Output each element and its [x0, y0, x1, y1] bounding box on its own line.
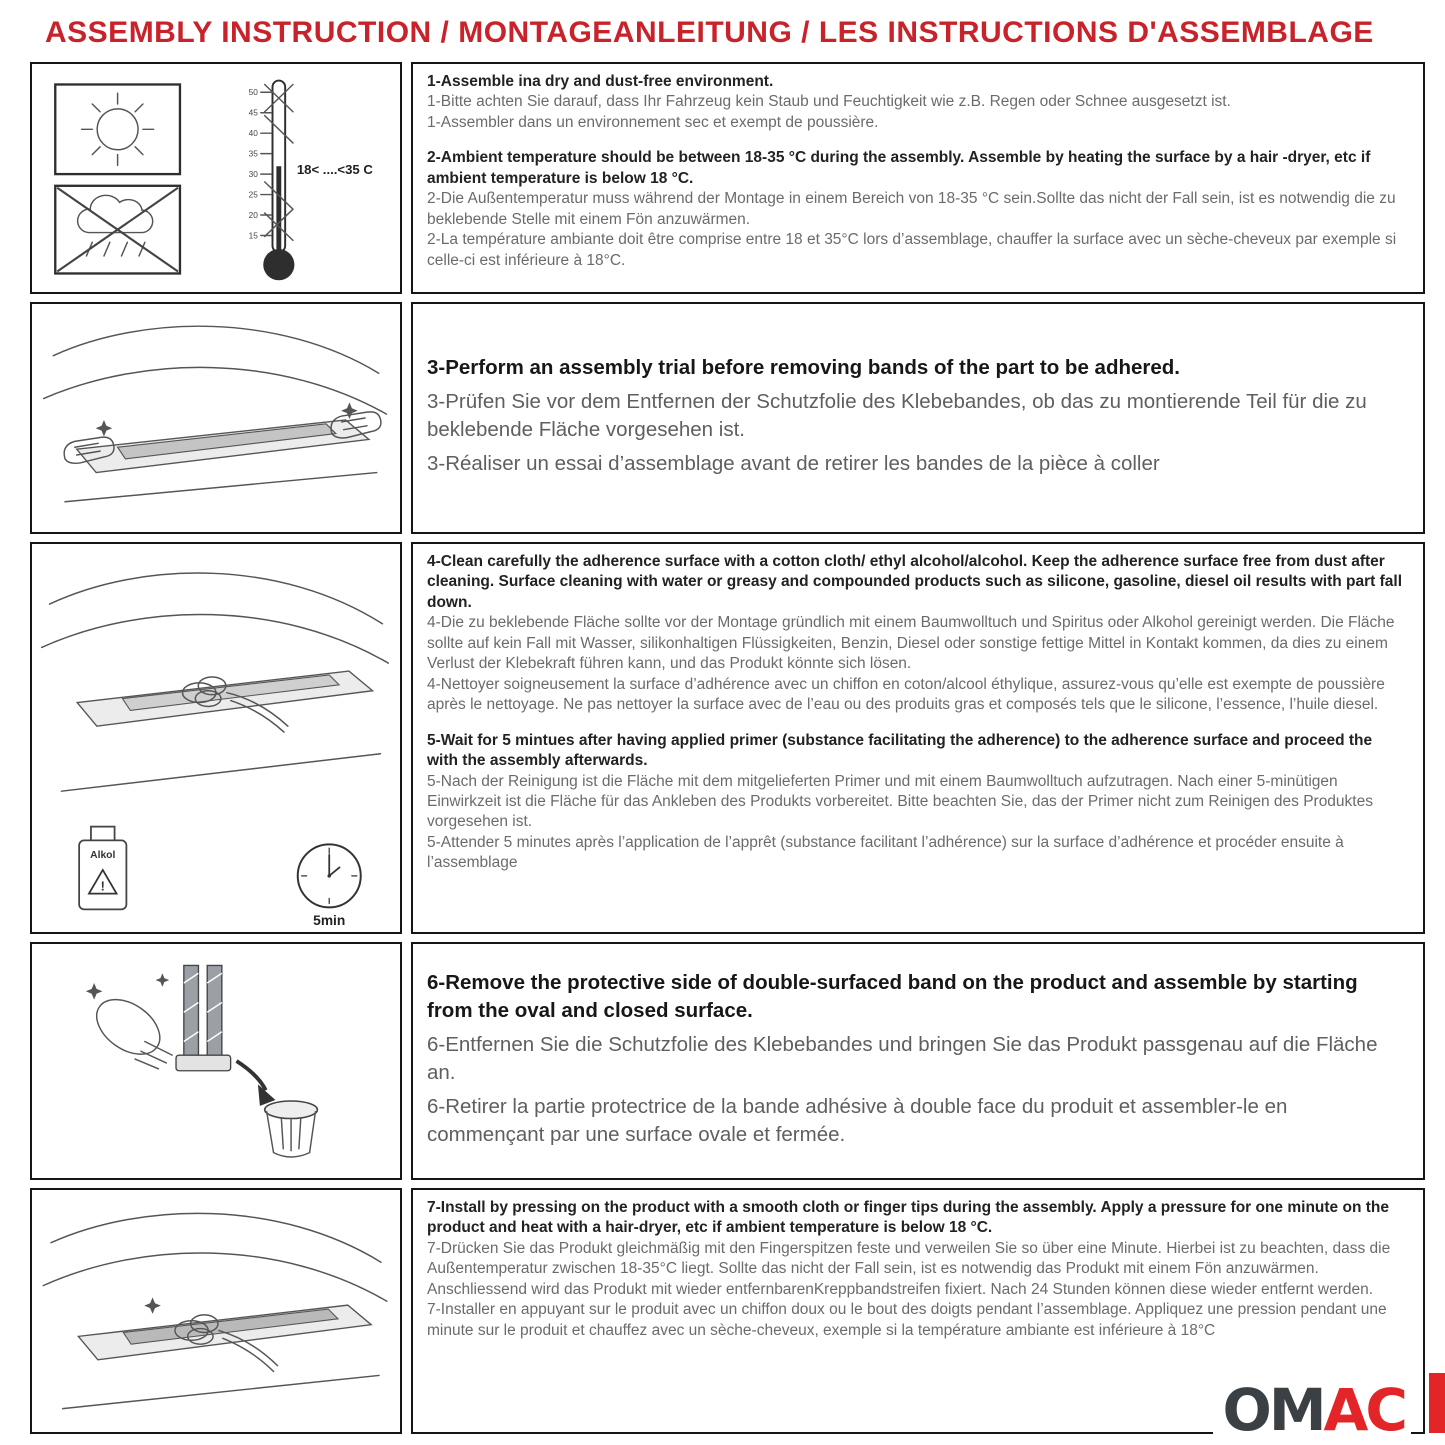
section-1-row — [30, 62, 1425, 294]
section-3-text-box — [411, 542, 1425, 934]
thermo-scale-35: 35 — [248, 149, 258, 159]
film-removal-illustration — [33, 944, 399, 1178]
alcohol-bottle-icon — [79, 827, 126, 910]
section-2-row — [30, 302, 1425, 534]
section-2-illustration-box — [30, 302, 402, 534]
surface-cleaning-illustration — [33, 545, 399, 931]
step-5-de: 5-Nach der Reinigung ist die Fläche mit dem mitgelieferten Primer und mit einem Baumwolltuch aufzutragen. Nach einer 5-minütigen Einwirkzeit ist die Fläche für das Ankleben des Produkts vorbereitet. Bitte beachten Sie, das der Primer nicht zum Reinigen des Produktes vorgesehen ist. — [427, 772, 1373, 831]
holding-hand-icon — [87, 988, 172, 1068]
omac-logo-red-letters: AC — [1323, 1376, 1405, 1444]
step-5-fr: 5-Attender 5 minutes après l’application de l’apprêt (substance facilitant l’adhérence) sur la surface d’adhérence et procéder ensuite à l’assemblage — [427, 833, 1344, 872]
page-title: ASSEMBLY INSTRUCTION / MONTAGEANLEITUNG / LES INSTRUCTIONS D'ASSEMBLAGE — [45, 16, 1374, 49]
sparkle-icon — [86, 983, 103, 1000]
step-6-de: 6-Entfernen Sie die Schutzfolie des Klebebandes und bringen Sie das Produkt passgenau auf die Fläche an. — [427, 1033, 1378, 1084]
no-rain-icon — [55, 186, 180, 274]
section-4-illustration-box — [30, 942, 402, 1180]
section-2-text-box — [411, 302, 1425, 534]
step-2-en: 2-Ambient temperature should be between 18-35 °C during the assembly. Assemble by heating the surface by a hair -dryer, etc if ambient temperature is below 18 °C. — [427, 149, 1371, 187]
clock-icon — [298, 844, 361, 928]
thermo-scale-30: 30 — [248, 170, 258, 180]
step-3-en: 3-Perform an assembly trial before removing bands of the part to be adhered. — [427, 356, 1180, 380]
thermo-scale-20: 20 — [248, 210, 258, 220]
warning-exclamation: ! — [100, 878, 105, 894]
step-1-en: 1-Assemble ina dry and dust-free environment. — [427, 73, 774, 90]
section-3-row — [30, 542, 1425, 934]
arrow-down-icon — [236, 1061, 275, 1106]
thermometer-icon — [249, 81, 374, 281]
step-4-fr: 4-Nettoyer soigneusement la surface d’adhérence avec un chiffon en coton/alcool éthylique, assurez-vous qu’elle est exempte de poussière après le nettoyage. Ne pas nettoyer la surface avec de l’eau ou des produits gras et composés tels que le silicone, l’essence, l’huile diesel. — [427, 675, 1385, 714]
trash-can-icon — [265, 1101, 318, 1157]
assembly-trial-illustration — [33, 305, 399, 531]
step-3-de: 3-Prüfen Sie vor dem Entfernen der Schutzfolie des Klebebandes, ob das zu montierende Teil für die zu beklebende Fläche vorgesehen ist. — [427, 390, 1367, 441]
section-4-text-box — [411, 942, 1425, 1180]
clock-duration-label: 5min — [313, 913, 346, 929]
step-6-en: 6-Remove the protective side of double-surfaced band on the product and assemble by starting from the oval and closed surface. — [427, 971, 1358, 1023]
step-4-de: 4-Die zu beklebende Fläche sollte vor der Montage gründlich mit einem Baumwolltuch und Spiritus oder Alkohol gereinigt werden. Die Fläche sollte auf kein Fall mit Wasser, silikonhaltigen Flüssigkeiten, Benzin, Diesel oder sonstige fettige Mittel in Kontakt kommen, da dies zu einem Verlust der Klebekraft führen kann, und das Produkt könnte sich lösen. — [427, 614, 1395, 673]
step-2-fr: 2-La température ambiante doit être comprise entre 18 et 35°C lors d’assemblage, chauffer la surface avec un sèche-cheveux par exemple si celle-ci est inférieure à 18°C. — [427, 231, 1397, 269]
sparkle-icon — [96, 420, 113, 437]
thermo-scale-15: 15 — [248, 231, 258, 241]
thermo-scale-25: 25 — [248, 190, 258, 200]
thermo-scale-45: 45 — [248, 108, 258, 118]
step-2-de: 2-Die Außentemperatur muss während der Montage in einem Bereich von 18-35 °C sein.Sollte das nicht der Fall sein, ist es notwendig die zu beklebende Stelle mit einem Fön anzuwärmen. — [427, 190, 1396, 228]
omac-logo — [1213, 1376, 1411, 1444]
sparkle-icon — [156, 973, 170, 987]
temperature-range-label: 18< ....<35 C — [296, 162, 373, 178]
adhesive-strips-icon — [176, 965, 231, 1070]
alcohol-bottle-label: Alkol — [90, 850, 116, 862]
sparkle-icon — [144, 1297, 161, 1314]
step-3-fr: 3-Réaliser un essai d’assemblage avant de retirer les bandes de la pièce à coller — [427, 451, 1160, 475]
press-install-illustration — [33, 1188, 399, 1434]
omac-logo-dark-letters: OM — [1222, 1376, 1324, 1444]
step-7-fr: 7-Installer en appuyant sur le produit avec un chiffon doux ou le bout des doigts pendant l’assemblage. Appliquez une pression pendant une minute sur le produit et chauffez avec un sèche-cheveux, exemple si la température ambiante est inférieure à 18°C — [427, 1301, 1387, 1339]
step-5-en: 5-Wait for 5 mintues after having applied primer (substance facilitating the adherence) to the adherence surface and proceed the with the assembly afterwards. — [427, 731, 1373, 770]
step-7-en: 7-Install by pressing on the product with a smooth cloth or finger tips during the assembly. Apply a pressure for one minute on the product and heat with a hair-dryer, etc if ambient temperature is below 18 °C. — [427, 1199, 1389, 1237]
section-3-illustration-box — [30, 542, 402, 934]
step-1-fr: 1-Assembler dans un environnement sec et exempt de poussière. — [427, 113, 879, 131]
thermo-scale-40: 40 — [248, 129, 258, 139]
section-4-row — [30, 942, 1425, 1180]
step-1-de: 1-Bitte achten Sie darauf, dass Ihr Fahrzeug kein Staub und Feuchtigkeit wie z.B. Regen oder Schnee ausgesetzt ist. — [427, 93, 1231, 111]
sparkle-icon — [341, 402, 358, 419]
step-4-en: 4-Clean carefully the adherence surface with a cotton cloth/ ethyl alcohol/alcohol. Keep the adherence surface free from dust after cleaning. Surface cleaning with water or greasy and compounded products such as silicone, gasoline, diesel oil results with part fall down. — [427, 553, 1403, 611]
step-6-fr: 6-Retirer la partie protectrice de la bande adhésive à double face du produit et assembler-le en commençant par une surface ovale et fermée. — [427, 1094, 1288, 1146]
section-5-illustration-box — [30, 1188, 402, 1434]
section-1-text-box — [411, 62, 1425, 294]
step-7-de: 7-Drücken Sie das Produkt gleichmäßig mit den Fingerspitzen feste und verweilen Sie so über eine Minute. Hierbei ist zu beachten, dass die Außentemperatur zwischen 18-35°C liegt. Sollte das nicht der Fall sein, ist es notwendig das Produkt mit einem Fön anzuwärmen. Anschliessend wird das Produkt mit wieder entfernbarenKreppbandstreifen fixiert. Nach 24 Stunden können diese wieder entfernt werden. — [427, 1239, 1391, 1298]
sun-icon — [55, 84, 180, 174]
environment-temperature-illustration — [33, 65, 399, 291]
section-1-illustration-box — [30, 62, 402, 294]
omac-logo-red-bar — [1429, 1373, 1445, 1433]
thermo-scale-50: 50 — [248, 88, 258, 98]
